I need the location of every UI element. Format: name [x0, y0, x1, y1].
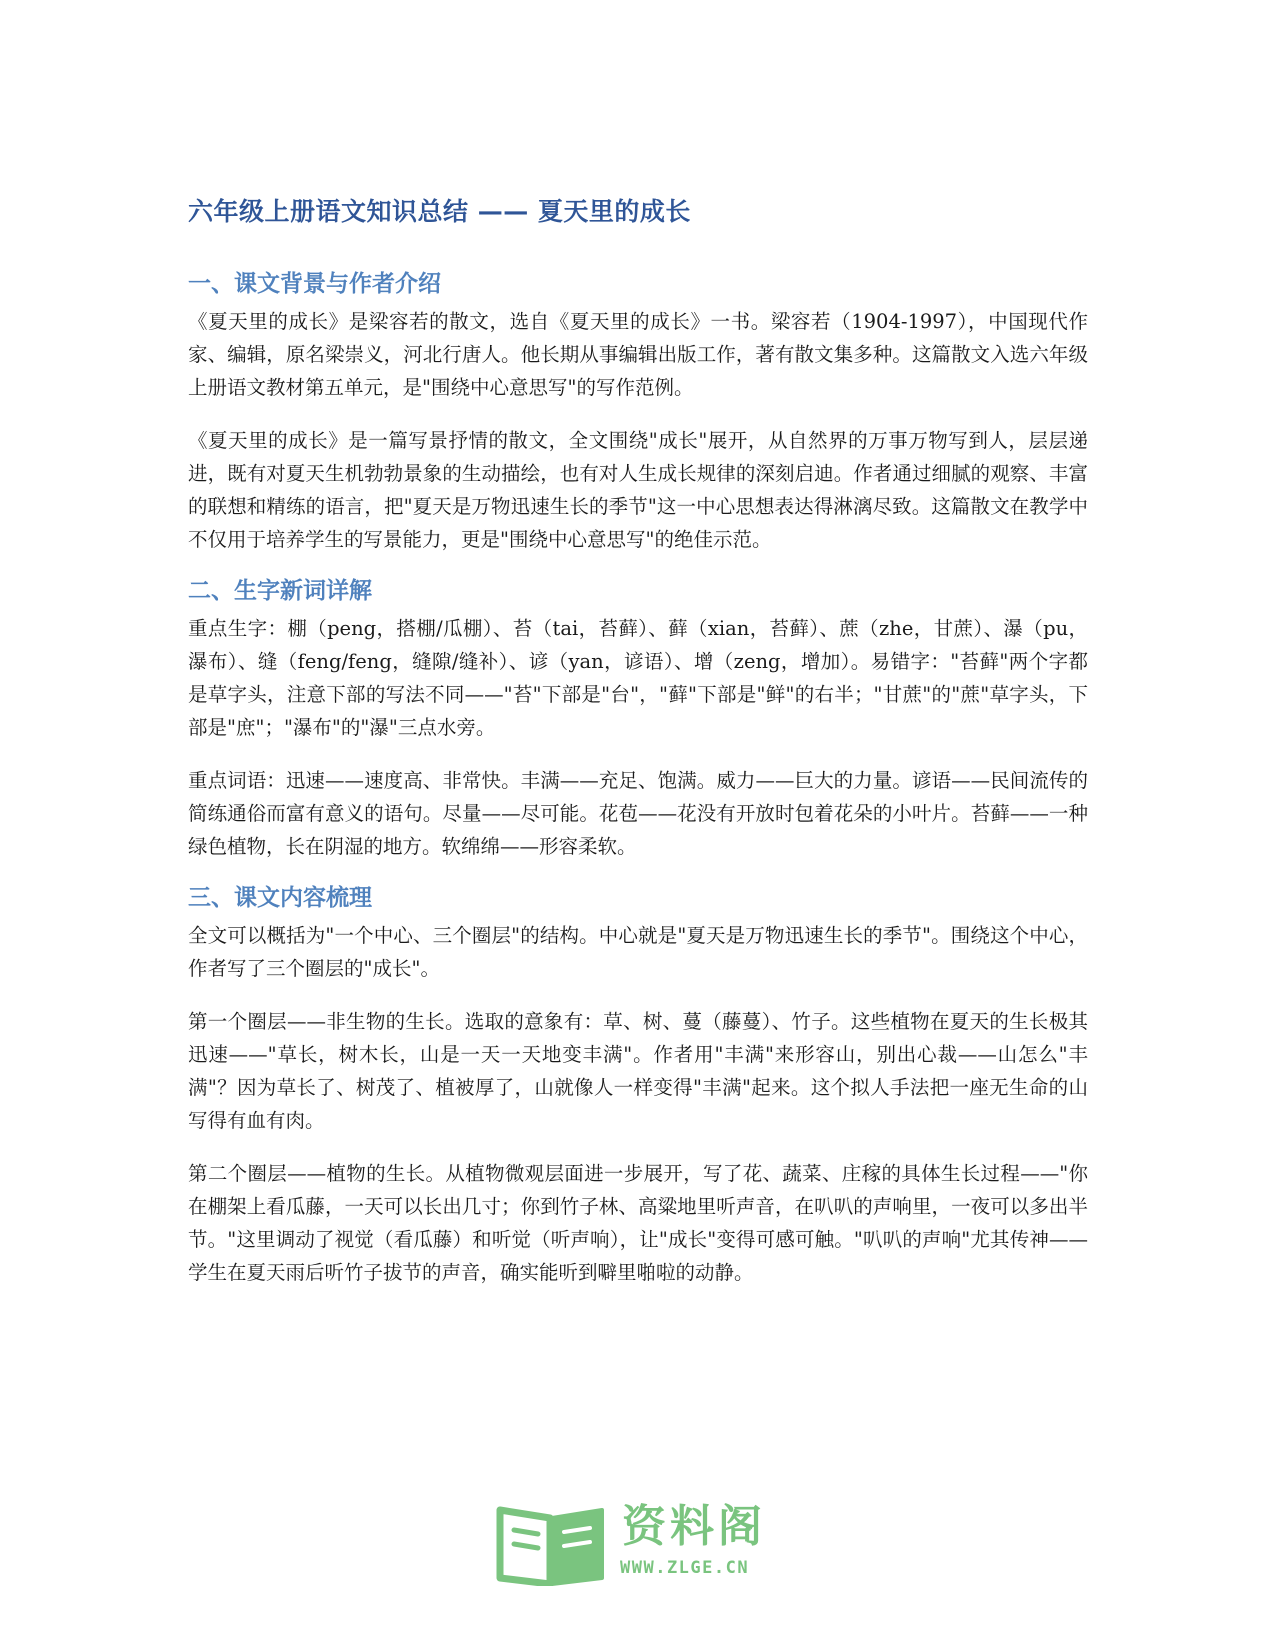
section-content [188, 883, 1088, 1289]
site-logo [494, 1500, 784, 1586]
paragraph: 全文可以概括为"一个中心、三个圈层"的结构。中心就是"夏天是万物迅速生长的季节"。围绕这个中心，作者写了三个圈层的"成长"。 [188, 924, 1088, 980]
document-body [188, 195, 1088, 1309]
section-heading: 一、课文背景与作者介绍 [188, 271, 441, 297]
section-heading: 二、生字新词详解 [188, 578, 372, 604]
page-title: 六年级上册语文知识总结 —— 夏天里的成长 [188, 197, 691, 226]
paragraph: 重点生字：棚（peng，搭棚/瓜棚）、苔（tai，苔藓）、藓（xian，苔藓）、蔗（zhe，甘蔗）、瀑（pu，瀑布）、缝（feng/feng，缝隙/缝补）、谚（yan，谚语）、增（zeng，增加）。易错字："苔藓"两个字都是草字头，注意下部的写法不同——"苔"下部是"台"，"藓"下部是"鲜"的右半；"甘蔗"的"蔗"草字头，下部是"庶"；"瀑布"的"瀑"三点水旁。 [188, 617, 1088, 739]
paragraph: 《夏天里的成长》是梁容若的散文，选自《夏天里的成长》一书。梁容若（1904-1997），中国现代作家、编辑，原名梁崇义，河北行唐人。他长期从事编辑出版工作，著有散文集多种。这篇散文入选六年级上册语文教材第五单元，是"围绕中心意思写"的写作范例。 [188, 310, 1088, 399]
paragraph: 重点词语：迅速——速度高、非常快。丰满——充足、饱满。威力——巨大的力量。谚语——民间流传的简练通俗而富有意义的语句。尽量——尽可能。花苞——花没有开放时包着花朵的小叶片。苔藓——一种绿色植物，长在阴湿的地方。软绵绵——形容柔软。 [188, 769, 1088, 858]
section-vocabulary [188, 576, 1088, 863]
paragraph: 第二个圈层——植物的生长。从植物微观层面进一步展开，写了花、蔬菜、庄稼的具体生长过程——"你在棚架上看瓜藤，一天可以长出几寸；你到竹子林、高粱地里听声音，在叭叭的声响里，一夜可以多出半节。"这里调动了视觉（看瓜藤）和听觉（听声响），让"成长"变得可感可触。"叭叭的声响"尤其传神——学生在夏天雨后听竹子拔节的声音，确实能听到噼里啪啦的动静。 [188, 1162, 1088, 1284]
paragraph: 《夏天里的成长》是一篇写景抒情的散文，全文围绕"成长"展开，从自然界的万事万物写到人，层层递进，既有对夏天生机勃勃景象的生动描绘，也有对人生成长规律的深刻启迪。作者通过细腻的观察、丰富的联想和精练的语言，把"夏天是万物迅速生长的季节"这一中心思想表达得淋漓尽致。这篇散文在教学中不仅用于培养学生的写景能力，更是"围绕中心意思写"的绝佳示范。 [188, 429, 1088, 551]
book-icon [494, 1500, 614, 1586]
logo-url: WWW.ZLGE.CN [620, 1558, 750, 1578]
paragraph: 第一个圈层——非生物的生长。选取的意象有：草、树、蔓（藤蔓）、竹子。这些植物在夏天的生长极其迅速——"草长，树木长，山是一天一天地变丰满"。作者用"丰满"来形容山，别出心裁——山怎么"丰满"？因为草长了、树茂了、植被厚了，山就像人一样变得"丰满"起来。这个拟人手法把一座无生命的山写得有血有肉。 [188, 1010, 1088, 1132]
section-heading: 三、课文内容梳理 [188, 885, 372, 911]
logo-name: 资料阁 [622, 1501, 766, 1552]
section-background [188, 269, 1088, 556]
